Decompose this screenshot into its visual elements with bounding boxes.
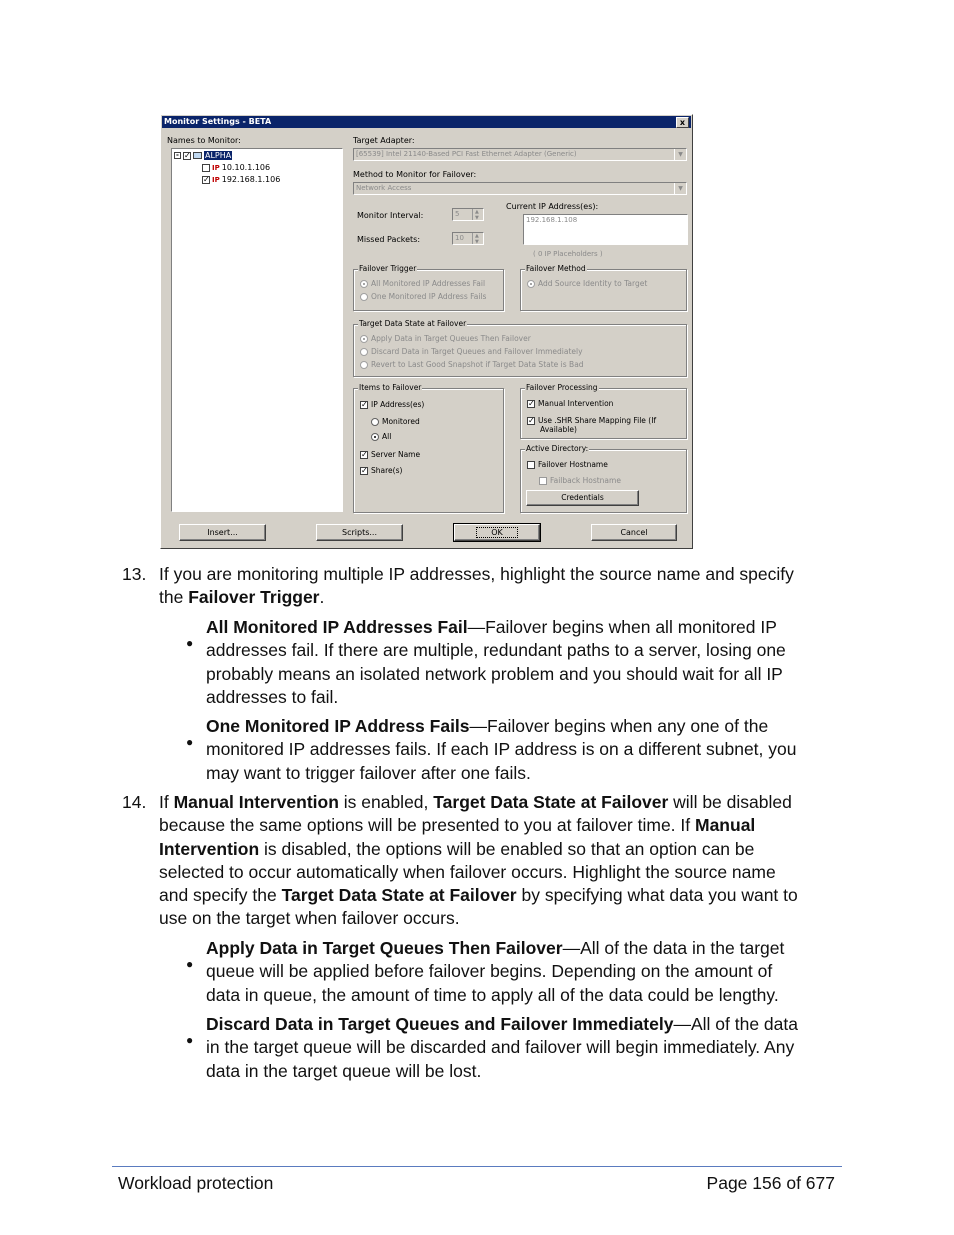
monitor-interval-value: 5 — [455, 210, 460, 218]
server-name-checkbox[interactable] — [360, 450, 420, 459]
tree-checkbox-icon[interactable]: ✓ — [184, 150, 191, 160]
checkbox-icon — [539, 477, 547, 485]
bullet-all-monitored — [206, 616, 786, 709]
add-source-identity-label: Add Source Identity to Target — [538, 279, 648, 288]
ip-placeholders-text: ( 0 IP Placeholders ) — [533, 250, 603, 258]
trigger-one-fails-radio[interactable] — [360, 292, 486, 301]
add-source-identity-radio[interactable] — [527, 279, 647, 288]
failover-trigger-legend: Failover Trigger — [359, 264, 417, 273]
text-line: addresses fail. If there are multiple, redundant paths to a server, losing one — [206, 640, 786, 661]
trigger-one-fails-label: One Monitored IP Address Fails — [371, 292, 487, 301]
target-data-state-group — [353, 319, 687, 377]
active-directory-group — [520, 444, 687, 513]
failover-trigger-term: Failover Trigger — [188, 587, 320, 608]
text-line: probably means an isolated network problem and you should wait for all IP — [206, 663, 783, 684]
current-ip-label: Current IP Address(es): — [506, 202, 599, 211]
chevron-down-icon[interactable]: ▼ — [674, 149, 686, 160]
text-line: Intervention is disabled, the options will be enabled so that an option can be — [159, 838, 755, 859]
tree-checkbox-icon[interactable] — [202, 164, 210, 172]
text-line: queue will be applied before failover begins. Depending on the amount of — [206, 961, 773, 982]
revert-snapshot-label: Revert to Last Good Snapshot if Target Data State is Bad — [371, 360, 584, 369]
radio-icon — [371, 433, 379, 441]
chevron-down-icon[interactable]: ▼ — [674, 183, 686, 194]
footer-page-number: Page 156 of 677 — [706, 1173, 835, 1193]
step-13-text — [159, 563, 794, 610]
text-line: data in queue, the amount of time to apply all of the data could be lengthy. — [206, 984, 779, 1005]
cancel-button[interactable]: Cancel — [591, 524, 677, 541]
checkbox-icon: ✓ — [528, 415, 535, 425]
items-to-failover-group — [353, 383, 504, 513]
missed-packets-stepper[interactable] — [452, 232, 484, 245]
radio-icon — [371, 418, 379, 426]
target-data-state-legend: Target Data State at Failover — [359, 319, 467, 328]
ok-button-label: OK — [476, 527, 518, 538]
trigger-all-fail-label: All Monitored IP Addresses Fail — [371, 279, 486, 288]
step-number: 13. — [122, 564, 147, 584]
all-label: All — [382, 432, 392, 441]
tree-node-label: ALPHA — [205, 151, 232, 160]
text-line: the Failover Trigger. — [159, 587, 325, 608]
monitored-radio[interactable] — [371, 417, 420, 426]
current-ip-list[interactable] — [523, 214, 688, 245]
footer-divider — [112, 1166, 842, 1167]
bullet-icon: ● — [186, 636, 194, 650]
scripts-button[interactable]: Scripts... — [316, 524, 403, 541]
text-line: If you are monitoring multiple IP addresses, highlight the source name and specify — [159, 564, 794, 584]
step-number: 14. — [122, 792, 147, 812]
close-icon[interactable]: x — [676, 117, 689, 128]
failover-method-group — [520, 264, 687, 311]
checkbox-icon — [527, 461, 535, 469]
manual-intervention-label: Manual Intervention — [538, 399, 614, 408]
bullet-icon: ● — [186, 1033, 194, 1047]
text-line: Discard Data in Target Queues and Failover Immediately—All of the data — [206, 1014, 798, 1034]
text-line: and specify the Target Data State at Failover by specifying what data you want to — [159, 885, 798, 906]
text-line: may want to trigger failover after one fails. — [206, 762, 531, 783]
missed-packets-label: Missed Packets: — [357, 235, 421, 244]
monitor-settings-dialog — [160, 114, 693, 549]
method-value: Network Access — [356, 184, 412, 192]
items-to-failover-legend: Items to Failover — [359, 383, 422, 392]
bullet-one-monitored — [206, 715, 797, 785]
text-line: monitored IP addresses fails. If each IP address is on a different subnet, you — [206, 739, 797, 760]
target-adapter-label: Target Adapter: — [353, 136, 415, 145]
text-line: If Manual Intervention is enabled, Target Data State at Failover will be disabled — [159, 792, 792, 812]
failover-processing-group — [520, 383, 687, 439]
radio-icon — [360, 293, 368, 301]
text-line: use on the target when failover occurs. — [159, 908, 460, 929]
method-select[interactable] — [353, 182, 687, 195]
apply-data-label: Apply Data in Target Queues Then Failover — [371, 334, 531, 343]
tree-node-label: 10.10.1.106 — [221, 163, 271, 172]
footer-section: Workload protection — [118, 1173, 274, 1193]
text-line: selected to occur automatically when failover occurs. Highlight the source name — [159, 861, 776, 882]
revert-snapshot-radio[interactable] — [360, 360, 584, 369]
text-line: because the same options will be presented to you at failover time. If Manual — [159, 815, 756, 836]
trigger-all-fail-radio[interactable] — [360, 279, 485, 288]
text-line: All Monitored IP Addresses Fail—Failover begins when all monitored IP — [206, 617, 777, 637]
insert-button[interactable]: Insert... — [179, 524, 266, 541]
failover-hostname-checkbox[interactable] — [527, 460, 608, 469]
tree-collapse-icon[interactable]: - — [174, 152, 181, 159]
text-line: in the target queue will be discarded and failover will begin immediately. Any — [206, 1037, 795, 1058]
checkbox-icon: ✓ — [361, 449, 368, 459]
use-shr-checkbox[interactable] — [527, 416, 656, 425]
dialog-title: Monitor Settings - BETA — [164, 117, 272, 126]
radio-icon — [527, 280, 535, 288]
tree-node-alpha[interactable] — [174, 151, 232, 160]
text-line: data in the target queue will be lost. — [206, 1060, 482, 1081]
checkbox-icon: ✓ — [361, 465, 368, 475]
bullet-discard-data — [206, 1013, 798, 1083]
radio-icon — [360, 280, 368, 288]
checkbox-icon: ✓ — [528, 398, 535, 408]
shares-checkbox[interactable] — [360, 466, 402, 475]
apply-data-radio[interactable] — [360, 334, 531, 343]
all-radio[interactable] — [371, 432, 391, 441]
discard-data-label: Discard Data in Target Queues and Failover Immediately — [371, 347, 583, 356]
ip-icon: IP — [212, 175, 220, 184]
text-line: addresses to fail. — [206, 686, 339, 707]
failover-trigger-group — [353, 264, 504, 311]
radio-icon — [360, 348, 368, 356]
ip-addresses-checkbox[interactable] — [360, 400, 424, 409]
failback-hostname-label: Failback Hostname — [550, 476, 621, 485]
credentials-button[interactable]: Credentials — [526, 490, 639, 506]
checkbox-icon: ✓ — [361, 399, 368, 409]
text-line: One Monitored IP Address Fails—Failover begins when any one of the — [206, 716, 769, 736]
radio-icon — [360, 361, 368, 369]
tree-node-ip-1[interactable] — [202, 163, 270, 172]
tree-node-ip-2[interactable] — [202, 175, 280, 184]
monitor-interval-label: Monitor Interval: — [357, 211, 424, 220]
radio-icon — [360, 335, 368, 343]
computer-icon — [193, 152, 202, 159]
failover-processing-legend: Failover Processing — [526, 383, 598, 392]
ip-addresses-label: IP Address(es) — [371, 400, 425, 409]
missed-packets-value: 10 — [455, 234, 464, 242]
step-14-text — [159, 791, 798, 931]
manual-intervention-checkbox[interactable] — [527, 399, 613, 408]
monitored-label: Monitored — [382, 417, 420, 426]
bullet-apply-data — [206, 937, 784, 1007]
failback-hostname-checkbox[interactable] — [539, 476, 621, 485]
discard-data-radio[interactable] — [360, 347, 583, 356]
bullet-icon: ● — [186, 735, 194, 749]
current-ip-value: 192.168.1.108 — [526, 216, 578, 224]
text-line: Apply Data in Target Queues Then Failover—All of the data in the target — [206, 938, 785, 958]
tree-checkbox-icon[interactable]: ✓ — [203, 174, 210, 184]
server-name-label: Server Name — [371, 450, 421, 459]
monitor-interval-stepper[interactable] — [452, 208, 484, 221]
use-shr-label-cont: Available) — [540, 425, 577, 434]
tree-node-label: 192.168.1.106 — [221, 175, 281, 184]
active-directory-legend: Active Directory: — [526, 444, 589, 453]
names-tree[interactable] — [171, 148, 343, 512]
names-to-monitor-label: Names to Monitor: — [167, 136, 241, 145]
bullet-icon: ● — [186, 957, 194, 971]
failover-method-legend: Failover Method — [526, 264, 586, 273]
method-label: Method to Monitor for Failover: — [353, 170, 477, 179]
failover-hostname-label: Failover Hostname — [538, 460, 608, 469]
shares-label: Share(s) — [371, 466, 403, 475]
target-adapter-value: [65539] Intel 21140-Based PCI Fast Ethernet Adapter (Generic) — [356, 150, 577, 158]
target-adapter-select[interactable] — [353, 148, 687, 161]
use-shr-label: Use .SHR Share Mapping File (If — [538, 416, 657, 425]
ok-button[interactable] — [454, 524, 540, 541]
dialog-titlebar — [162, 116, 691, 128]
ip-icon: IP — [212, 163, 220, 172]
